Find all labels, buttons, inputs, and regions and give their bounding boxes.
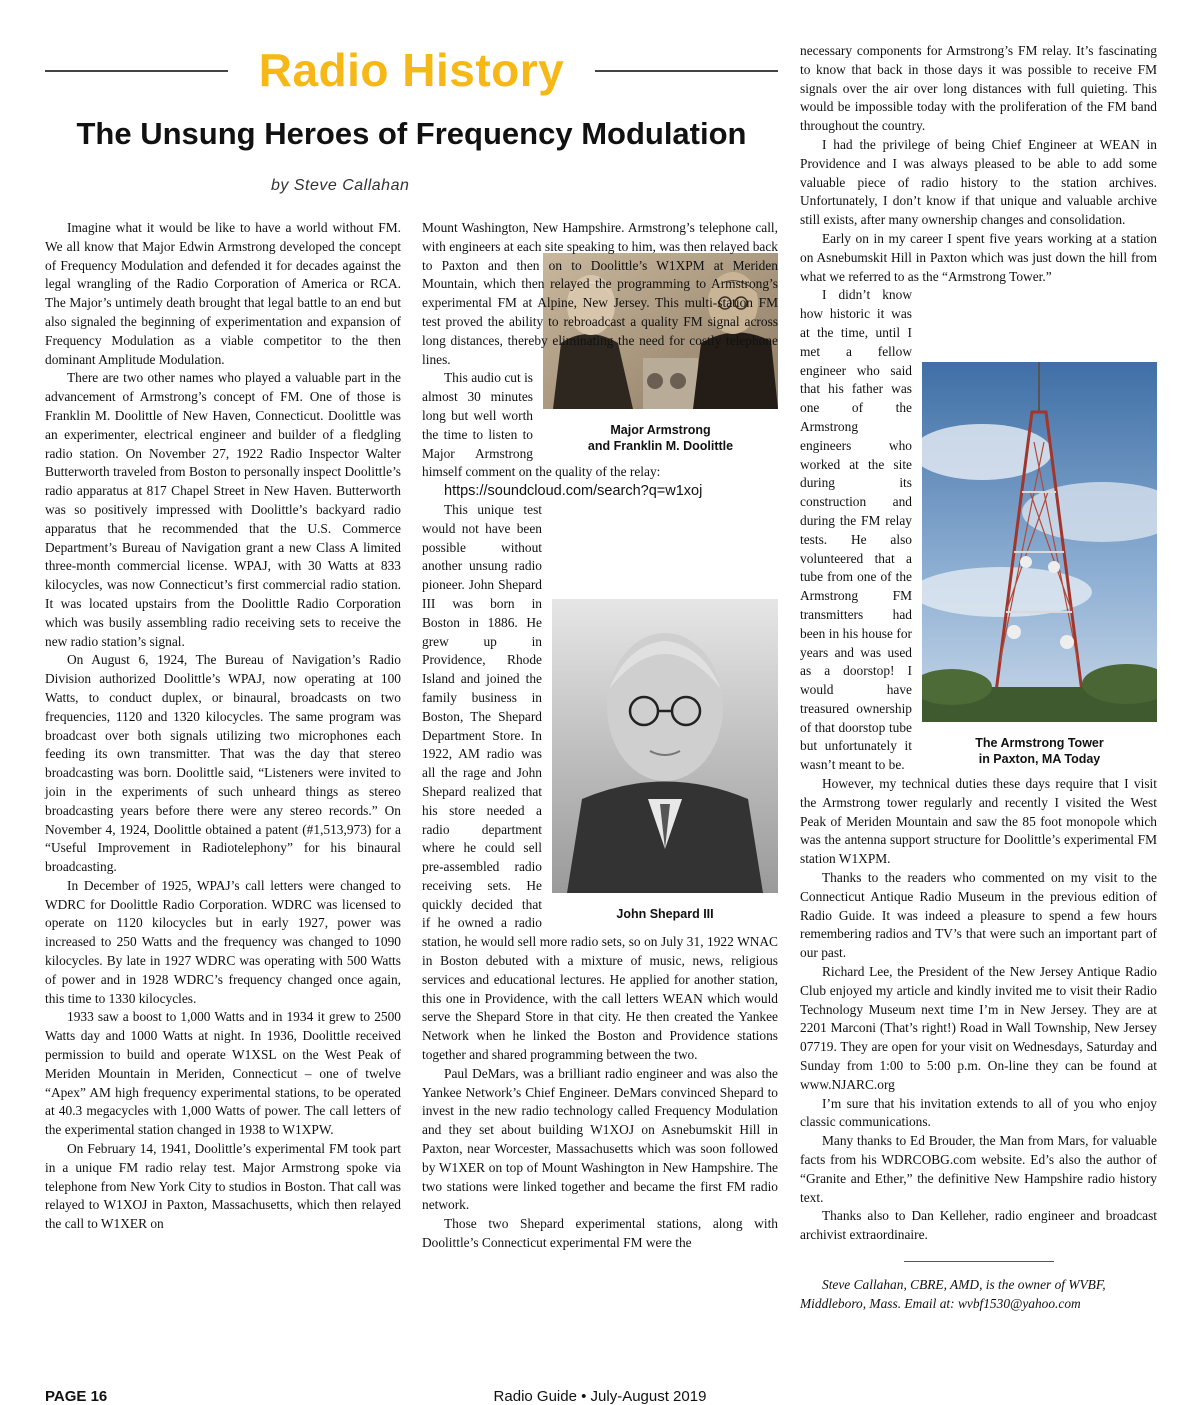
section-header [45,42,778,98]
paragraph: Imagine what it would be like to have a world without FM. We all know that Major Edwin Armstrong developed the concept of Frequency Modulation and defended it for decades against the legal wrangling of the Radio Corporation of America or RCA. The Major’s untimely death brought that legal battle to an end but also signaled the beginning of experimentation and expansion of Frequency Modulation as a viable competitor to the then dominant Amplitude Modulation. [45,220,401,367]
paragraph: In December of 1925, WPAJ’s call letters were changed to WDRC for Doolittle Radio Corporation. WDRC was licensed to operate on 1120 kilocycles but in early 1927, power was increased to 250 Watts and the frequency was changed to 1090 kilocycles. By late in 1927 WDRC was operating with 500 Watts of power and in 1928 WDRC’s frequency changed once again, this time to 1330 kilocycles. [45,877,401,1006]
header-rule-left [45,70,228,72]
paragraph: I didn’t know how historic it was at the time, until I met a fellow engineer who said that his father was one of the Armstrong engineers who worked at the site during its construction and during the FM relay tests. He also volunteered that a tube from one of the Armstrong FM transmitters had been in his house for years and was used as a doorstop! I would have treasured ownership of that doorstop tube but unfortunately it wasn’t meant to be. [800,287,912,773]
article-column-2 [422,219,778,1253]
article-column-1 [45,219,401,1234]
photo-image [552,599,778,899]
paragraph: This unique test would not have been possible without another unsung radio pioneer. John Shepard III was born in Boston in 1886. He grew up in Providence, Rhode Island and joined the family business in Boston, The Shepard Department Store. In 1922, AM radio was all the rage and John Shepard realized that his store needed a radio department where he could sell pre-assembled radio receiving sets. He quickly decided that if he owned a radio station, he would sell more radio sets, so on July 31, 1922 WNAC in Boston debuted with a mixture of music, news, religious services and educational lectures. He applied for another station, this one in Providence, with the call letters WEAN which would serve the Shepard Store in that city. He then created the Yankee Network when he linked the Boston and Providence stations together and shared programming between the two. [422,501,778,1063]
caption-line: The Armstrong Tower [975,736,1104,751]
paragraph: Many thanks to Ed Brouder, the Man from Mars, for valuable facts from his WDRCOBG.com website. Ed’s also the author of “Granite and Ether,” the definitive New Hampshire radio history text. [800,1133,1157,1205]
page-number: PAGE 16 [45,1388,108,1405]
article-headline: The Unsung Heroes of Frequency Modulation [76,116,747,151]
paragraph: 1933 saw a boost to 1,000 Watts and in 1934 it grew to 2500 Watts day and 1000 Watts at night. In 1936, Doolittle received permission to build and operate W1XSL on the West Peak of Meriden Mountain in Meriden, Connecticut – one of twelve “Apex” AM high frequency experimental stations, to be operated at 40.3 megacycles with 1,000 Watts of power. The call letters of the experimental station changed in 1938 to W1XPW. [45,1009,401,1138]
caption-line: and Franklin M. Doolittle [587,439,734,454]
paragraph: Paul DeMars, was a brilliant radio engineer and was also the Yankee Network’s Chief Engineer. DeMars convinced Shepard to invest in the new radio technology called Frequency Modulation and they set about building W1XOJ on Asnebumskit Hill in Paxton, near Worcester, Massachusetts which was soon followed by W1XER on top of Mount Washington in New Hampshire. The two stations were linked together and became the first FM radio network. [422,1065,778,1213]
photo-image-svg [552,599,778,893]
paragraph: Those two Shepard experimental stations, along with Doolittle’s Connecticut experimental FM were the [422,1216,778,1251]
photo-caption [543,415,778,454]
author-bio: Steve Callahan, CBRE, AMD, is the owner of WVBF, Middleboro, Mass. Email at: wvbf1530@yahoo.com [800,1277,1106,1311]
article-byline: by Steve Callahan [271,177,410,194]
section-title: Radio History [258,44,565,96]
signature-divider [904,1261,1054,1262]
header-rule-right [595,70,778,72]
paragraph: However, my technical duties these days require that I visit the Armstrong tower regularly and recently I visited the West Peak of Meriden Mountain and saw the 85 foot monopole which was the antenna support structure for Doolittle’s experimental FM station W1XPM. [800,776,1157,867]
article-column-3 [800,42,1157,1314]
caption-line: Major Armstrong [610,423,711,438]
photo-image [922,362,1157,728]
paragraph: On February 14, 1941, Doolittle’s experimental FM took part in a unique FM radio relay test. Major Armstrong spoke via telephone from New York City to studios in Boston. That call was relayed to W1XOJ in Paxton, Massachusetts, which then relayed the call to W1XER on [45,1141,401,1232]
paragraph: On August 6, 1924, The Bureau of Navigation’s Radio Division authorized Doolittle’s WPAJ, now operating at 100 Watts, to conduct duplex, or binaural, broadcasts on two frequencies, 1120 and 1320 kilocycles. The same program was broadcast over both signals utilizing two microphones each feeding its own transmitter. That was the day that stereo broadcasting was born. Doolittle said, “Listeners were invited to join in the experiments of such unheard things as stereo broadcasting years before there were any stereo records.” On November 4, 1924, Doolittle obtained a patent (#1,513,973) for a “Useful Improvement in Radiotelephony” for his binaural broadcasting. [45,652,401,875]
photo-armstrong-tower [922,362,1157,767]
photo-image-svg [922,362,1157,722]
soundcloud-link[interactable]: https://soundcloud.com/search?q=w1xoj [444,483,703,500]
paragraph: This audio cut is almost 30 minutes long but well worth the time to listen to Major Armstrong himself comment on the quality of the relay: [422,370,661,480]
photo-caption [922,728,1157,767]
paragraph: I had the privilege of being Chief Engineer at WEAN in Providence and I was always pleased to be able to add some valuable piece of radio history to the station archives. Unfortunately, I don’t know if that unique and valuable archive still exists, after many ownership changes and consolidation. [800,136,1157,228]
caption-line: in Paxton, MA Today [978,752,1101,767]
paragraph: Richard Lee, the President of the New Jersey Antique Radio Club enjoyed my article and kindly invited me to visit their Radio Technology Museum next time I’m in New Jersey. They are at 2201 Marconi (That’s right!) Road in Wall Township, New Jersey 07719. They are open for your visit on Wednesdays, Saturday and Sunday from 1:00 to 5:00 p.m. On-line they can be found at www.NJARC.org [800,964,1157,1092]
photo-john-shepard [552,599,778,922]
paragraph: Thanks to the readers who commented on my visit to the Connecticut Antique Radio Museum in the previous edition of Radio Guide. It was indeed a pleasure to spend a few hours remembering radios and TV’s that were such an important part of our past. [800,870,1157,961]
paragraph: There are two other names who played a valuable part in the advancement of Armstrong’s concept of FM. One of those is Franklin M. Doolittle of New Haven, Connecticut. Doolittle was an experimenter, electrical engineer and builder of a fledgling radio station. On November 27, 1922 Radio Inspector Walter Butterworth traveled from Boston to personally inspect Doolittle’s radio apparatus at 817 Chapel Street in New Haven. Butterworth was so positively impressed with Doolittle’s backyard radio apparatus that he recommended that the U.S. Commerce Department’s Bureau of Navigation grant a new Class A limited three-month commercial license. WPAJ, with 30 Watts at 833 kilocycles, was now Connecticut’s first commercial radio station. It was located upstairs from the Doolittle Radio Corporation which was busily assembling radio receiving sets to receive the new radio station’s signal. [45,370,401,649]
paragraph: Thanks also to Dan Kelleher, radio engineer and broadcast archivist extraordinaire. [800,1208,1157,1243]
paragraph: I’m sure that his invitation extends to all of you who enjoy classic communications. [800,1095,1157,1130]
paragraph: necessary components for Armstrong’s FM relay. It’s fascinating to know that back in those days it was possible to receive FM signals over the air over long distances with full quieting. This would be impossible today with the proliferation of the FM band throughout the country. [800,43,1157,134]
paragraph: Mount Washington, New Hampshire. Armstrong’s telephone call, with engineers at each site speaking to him, was then relayed back to Paxton and then on to Doolittle’s W1XPM at Meriden Mountain, which then relayed the programming to Armstrong’s experimental FM at Alpine, New Jersey. This multi-station FM test proved the ability to rebroadcast a quality FM signal across long distances, thereby eliminating the need for costly telephone lines. [422,220,778,367]
photo-caption: John Shepard III [616,906,714,921]
paragraph: Early on in my career I spent five years working at a station on Asnebumskit Hill in Paxton which was just down the hill from what we referred to as the “Armstrong Tower.” [800,230,1157,284]
publication-info: Radio Guide • July-August 2019 [493,1388,707,1405]
